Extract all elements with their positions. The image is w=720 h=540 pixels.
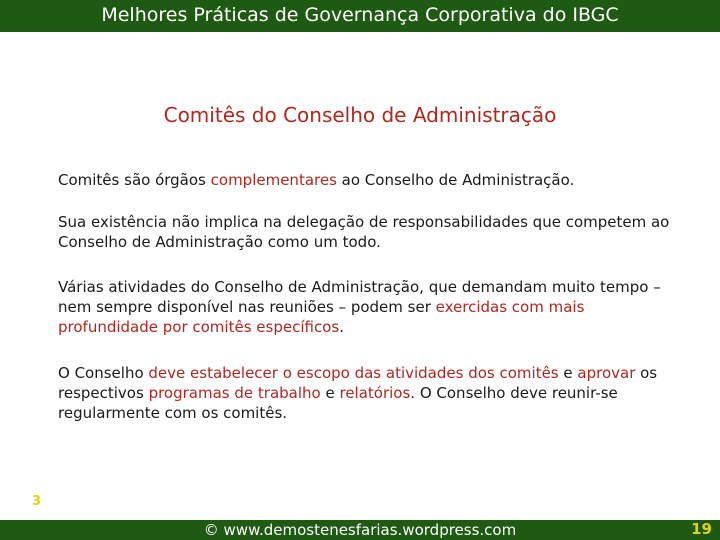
paragraph-4 (58, 363, 678, 423)
header-title: Melhores Práticas de Governança Corporativa do IBGC (101, 4, 619, 26)
p4-text-i: . O Conselho deve reunir-se regularmente com os comitês. (58, 384, 618, 422)
p4-highlight-reports: relatórios (339, 384, 411, 402)
p4-highlight-scope: deve estabelecer o escopo das atividades dos comitês (148, 364, 559, 382)
slide-title: Comitês do Conselho de Administração (163, 103, 557, 127)
paragraph-2: Sua existência não implica na delegação de responsabilidades que competem ao Conselho de Administração como um todo. (58, 213, 670, 251)
p1-text-end: ao Conselho de Administração. (336, 171, 575, 189)
p4-text-c: e (558, 364, 578, 382)
p4-text-g: e (320, 384, 340, 402)
p1-highlight: complementares (210, 171, 337, 189)
p3-text: Várias atividades do Conselho de Administração, que demandam muito tempo – nem sempre disponível nas reuniões – podem ser (58, 278, 661, 316)
p3-text-end: . (339, 318, 344, 336)
p3-highlight: exercidas com mais profundidade por comitês específicos (58, 298, 585, 336)
paragraph-1 (58, 170, 678, 190)
page-number: 19 (691, 520, 712, 538)
p1-text: Comitês são órgãos (58, 171, 211, 189)
p4-highlight-approve: aprovar (577, 364, 636, 382)
p4-text-a: O Conselho (58, 364, 149, 382)
p4-text-e: os respectivos (58, 364, 658, 402)
p4-highlight-programs: programas de trabalho (148, 384, 321, 402)
slide-mark: 3 (32, 494, 42, 509)
header-bar (0, 0, 720, 32)
footer-url: © www.demostenesfarias.wordpress.com (203, 521, 517, 539)
footer-bar (0, 520, 720, 540)
paragraph-3 (58, 277, 678, 337)
